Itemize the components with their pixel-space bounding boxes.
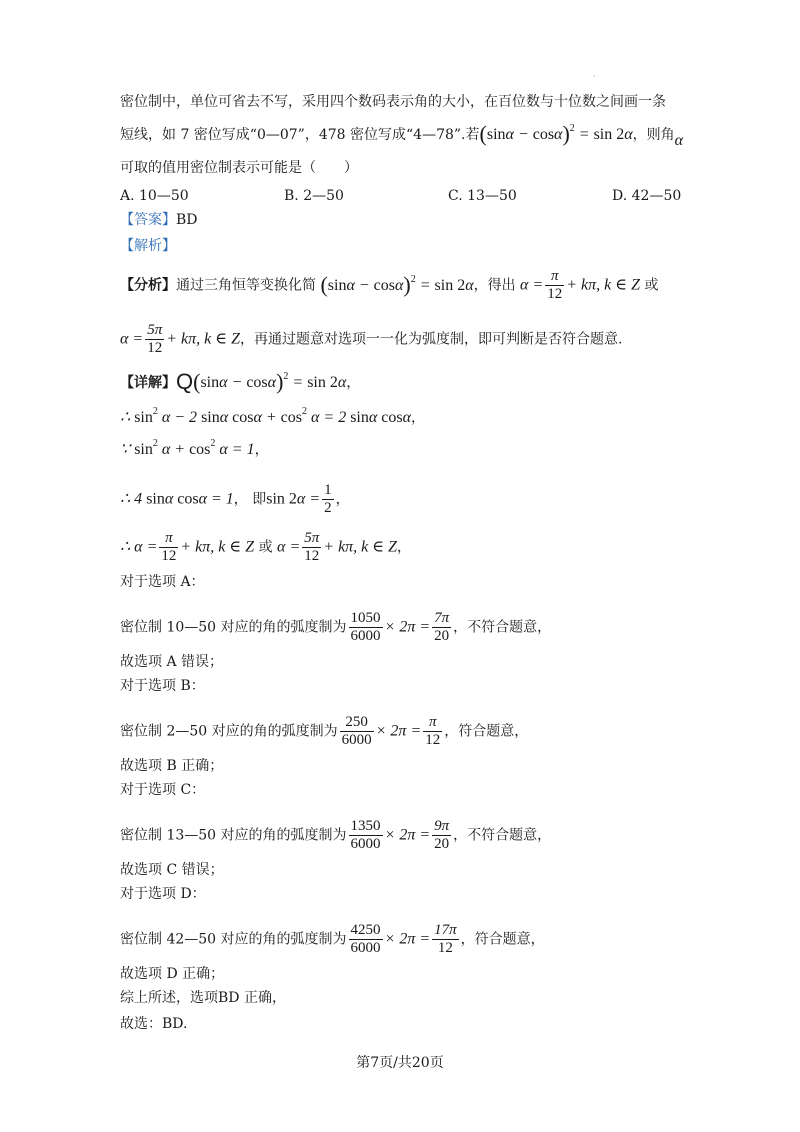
problem-line-1: 密位制中，单位可省去不写，采用四个数码表示角的大小，在百位数与十位数之间画一条 [120,94,666,110]
page-footer: 第7页/共20页 [356,1055,444,1071]
option-b: B. 2—50 [284,188,344,204]
xiangjie-line: 【详解】$Q(\sin\alpha - \cos\alpha)^2 = \sin 2\alpha$， [120,369,361,394]
fenxi-line-1: 【分析】通过三角恒等变换化简 $(\sin\alpha - \cos\alpha)^2 = \sin 2\alpha$，得出 α = $\frac{\pi}{12}$ + kπ, k ∈ Z 或 [120,268,659,302]
for-option-c: 对于选项 C： [120,782,206,798]
step-sin2a: ∴ 4 sinα cosα = 1， 即sin 2α = $\frac{1}{2}$ ， [120,482,350,516]
header-mark: · [593,72,596,81]
answer-tag: 【答案】 [120,212,176,228]
final-line: 故选：BD. [120,1016,188,1032]
for-option-b: 对于选项 B： [120,678,205,694]
calc-option-a: 密位制 10—50 对应的角的弧度制为 $\frac{1050}{6000}$ × 2π = $\frac{7\pi}{20}$ ，不符合题意， [120,610,552,644]
option-a: A. 10—50 [120,188,189,204]
step-identity: ∵ $\sin^2 \alpha + \cos^2 \alpha = 1$， [120,438,269,458]
result-option-a: 故选项 A 错误； [120,654,224,670]
step-expand: ∴ $\sin^2 \alpha - 2$ sinα $\cos\alpha + \cos^2 \alpha = 2$ sinα cosα， [120,406,426,426]
for-option-d: 对于选项 D： [120,886,206,902]
option-d: D. 42—50 [612,188,682,204]
result-option-d: 故选项 D 正确； [120,966,225,982]
answer-line [120,210,198,230]
analysis-line [120,236,176,256]
calc-option-d: 密位制 42—50 对应的角的弧度制为 $\frac{4250}{6000}$ × 2π = $\frac{17\pi}{12}$ ，符合题意， [120,922,545,956]
calc-option-b: 密位制 2—50 对应的角的弧度制为 $\frac{250}{6000}$ × 2π = $\frac{\pi}{12}$ ，符合题意， [120,714,529,748]
for-option-a: 对于选项 A： [120,574,205,590]
option-c: C. 13—50 [448,188,517,204]
result-option-b: 故选项 B 正确； [120,758,224,774]
analysis-tag: 【解析】 [120,238,176,254]
problem-line-3: 可取的值用密位制表示可能是（ ） [120,160,358,176]
calc-option-c: 密位制 13—50 对应的角的弧度制为 $\frac{1350}{6000}$ × 2π = $\frac{9\pi}{20}$ ，不符合题意， [120,818,552,852]
step-alpha: ∴ α = $\frac{\pi}{12}$ + kπ, k ∈ Z 或 α = $\frac{5\pi}{12}$ + kπ, k ∈ Z， [120,530,412,564]
problem-line-2: 短线，如 7 密位写成“0—07”，478 密位写成“4—78”.若$(\sin\alpha - \cos\alpha)^2 = \sin 2\alpha$，则角α [120,121,684,149]
fenxi-line-2: α = $\frac{5\pi}{12}$ + kπ, k ∈ Z，再通过题意对选项一一化为弧度制，即可判断是否符合题意. [120,322,623,356]
result-option-c: 故选项 C 错误； [120,862,224,878]
summary-line: 综上所述，选项BD 正确， [120,990,286,1006]
problem-equation: $(\sin\alpha - \cos\alpha)^2 = \sin 2\alpha$ [479,121,633,146]
answer-value: BD [176,212,198,228]
